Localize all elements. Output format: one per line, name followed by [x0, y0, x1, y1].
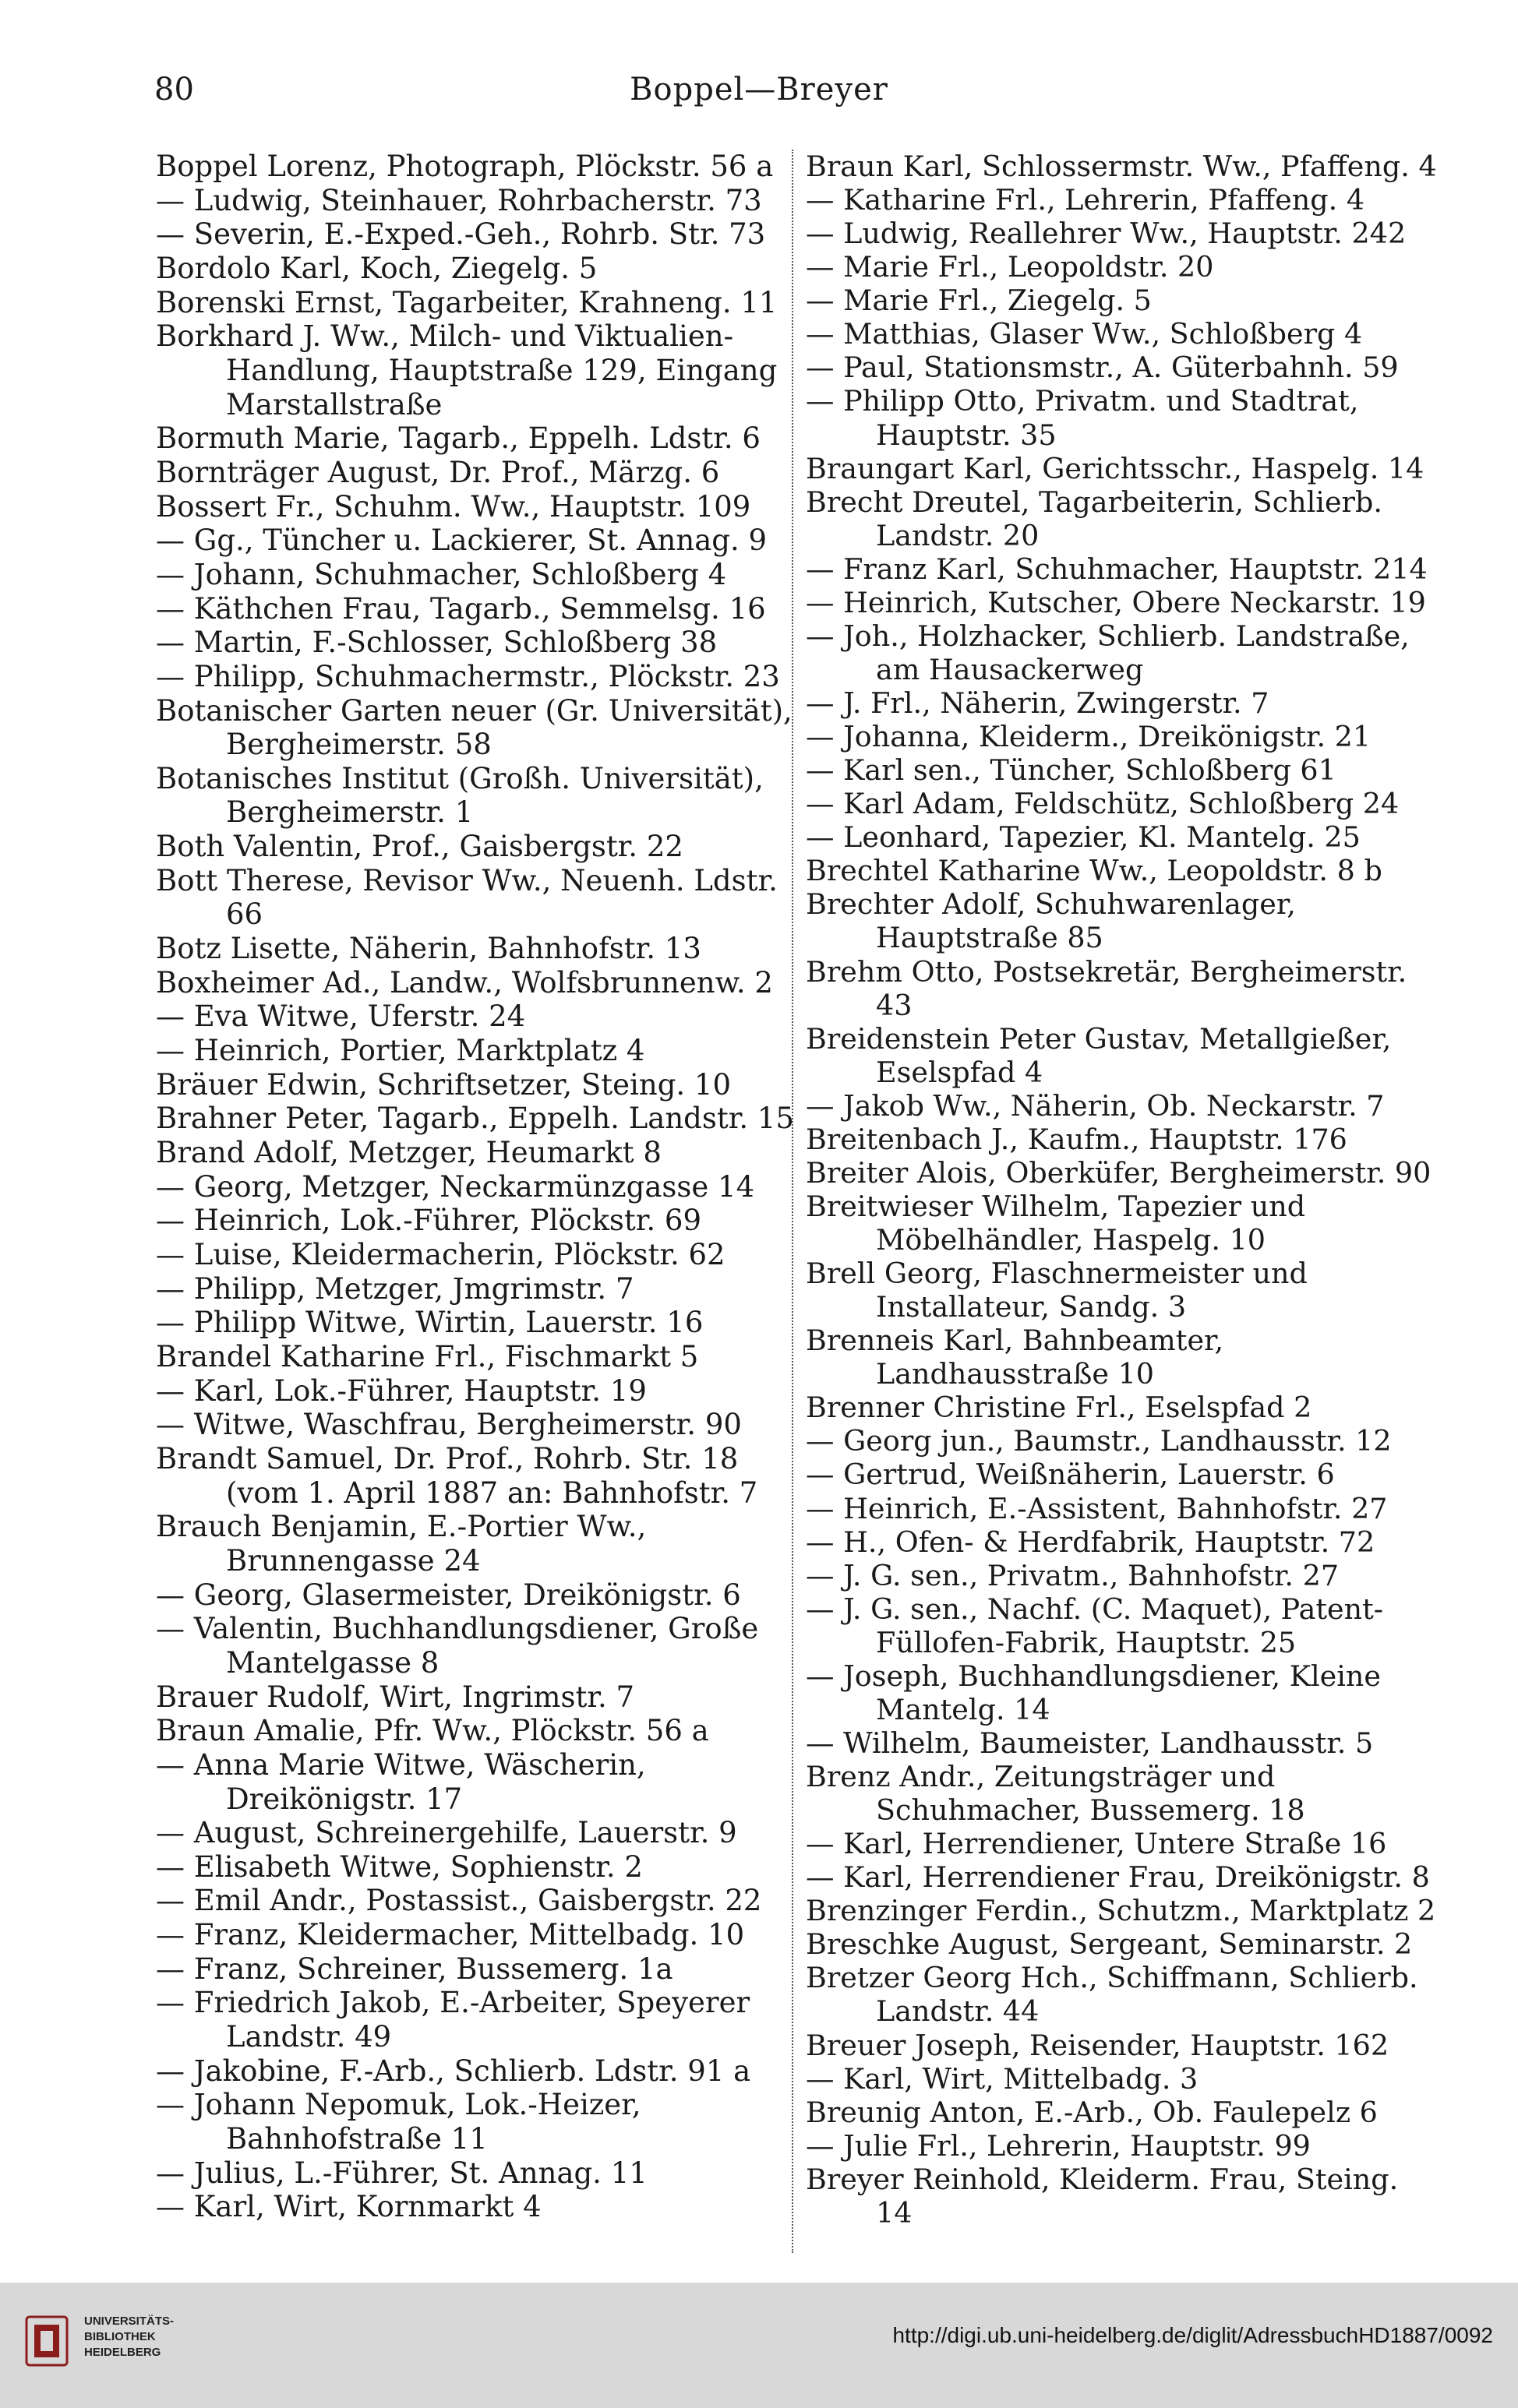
directory-entry: Borkhard J. Ww., Milch- und Viktualien-Handlung, Hauptstraße 129, Eingang Marstallstraße — [156, 319, 778, 421]
logo-line-2: BIBLIOTHEK — [84, 2330, 156, 2343]
directory-entry: Breyer Reinhold, Kleiderm. Frau, Steing. 14 — [806, 2162, 1399, 2230]
directory-entry: — Käthchen Frau, Tagarb., Semmelsg. 16 — [156, 591, 766, 626]
directory-entry: — Karl, Wirt, Mittelbadg. 3 — [806, 2061, 1199, 2096]
page-number: 80 — [154, 72, 194, 108]
directory-entry: — Anna Marie Witwe, Wäscherin, Dreikönigstr. 17 — [156, 1747, 646, 1816]
library-logo-text — [84, 2314, 174, 2360]
directory-entry: — Philipp Otto, Privatm. und Stadtrat, Hauptstr. 35 — [806, 384, 1359, 452]
directory-entry: — Karl Adam, Feldschütz, Schloßberg 24 — [806, 787, 1400, 821]
directory-entry: Botanisches Institut (Großh. Universität), Bergheimerstr. 1 — [156, 761, 764, 830]
directory-entry: Breuer Joseph, Reisender, Hauptstr. 162 — [806, 2028, 1389, 2062]
directory-entry: — Joseph, Buchhandlungsdiener, Kleine Mantelg. 14 — [806, 1659, 1382, 1726]
directory-entry: Brecht Dreutel, Tagarbeiterin, Schlierb. Landstr. 20 — [806, 485, 1382, 552]
directory-entry: — Johann, Schuhmacher, Schloßberg 4 — [156, 557, 727, 591]
directory-entry: — Elisabeth Witwe, Sophienstr. 2 — [156, 1849, 643, 1884]
logo-line-3: HEIDELBERG — [84, 2346, 161, 2359]
directory-entry: — Heinrich, E.-Assistent, Bahnhofstr. 27 — [806, 1491, 1388, 1525]
directory-entry: — Georg, Glasermeister, Dreikönigstr. 6 — [156, 1578, 741, 1612]
directory-entry: — Karl, Herrendiener Frau, Dreikönigstr. 8 — [806, 1860, 1430, 1895]
directory-entry: — Johanna, Kleiderm., Dreikönigstr. 21 — [806, 720, 1371, 754]
directory-entry: — Franz, Schreiner, Bussemerg. 1a — [156, 1951, 673, 1986]
directory-entry: — Marie Frl., Leopoldstr. 20 — [806, 250, 1214, 284]
directory-entry: — Karl, Wirt, Kornmarkt 4 — [156, 2190, 542, 2224]
directory-entry: Bormuth Marie, Tagarb., Eppelh. Ldstr. 6 — [156, 421, 761, 456]
directory-entry: — J. G. sen., Privatm., Bahnhofstr. 27 — [806, 1558, 1340, 1592]
column-divider — [792, 150, 793, 2253]
directory-entry: Brehm Otto, Postsekretär, Bergheimerstr. 43 — [806, 954, 1407, 1022]
directory-entry: — Philipp Witwe, Wirtin, Lauerstr. 16 — [156, 1306, 704, 1340]
directory-entry: — Karl, Lok.-Führer, Hauptstr. 19 — [156, 1373, 647, 1408]
directory-entry: — J. G. sen., Nachf. (C. Maquet), Patent-Füllofen-Fabrik, Hauptstr. 25 — [806, 1592, 1384, 1659]
directory-entry: Braungart Karl, Gerichtsschr., Haspelg. 14 — [806, 451, 1424, 485]
right-column — [806, 150, 1437, 2230]
directory-entry: Boxheimer Ad., Landw., Wolfsbrunnenw. 2 — [156, 965, 773, 1000]
directory-entry: Brand Adolf, Metzger, Heumarkt 8 — [156, 1136, 662, 1170]
directory-entry: Bossert Fr., Schuhm. Ww., Hauptstr. 109 — [156, 489, 751, 524]
directory-entry: — Franz Karl, Schuhmacher, Hauptstr. 214 — [806, 552, 1428, 586]
left-column — [156, 150, 795, 2224]
source-url[interactable]: http://digi.ub.uni-heidelberg.de/diglit/AdressbuchHD1887/0092 — [892, 2323, 1493, 2347]
logo-line-1: UNIVERSITÄTS- — [84, 2315, 175, 2328]
directory-entry: Brauch Benjamin, E.-Portier Ww., Brunnengasse 24 — [156, 1510, 647, 1578]
directory-entry: Bornträger August, Dr. Prof., Märzg. 6 — [156, 455, 720, 489]
directory-entry: — Julie Frl., Lehrerin, Hauptstr. 99 — [806, 2128, 1311, 2163]
directory-entry: — Heinrich, Portier, Marktplatz 4 — [156, 1034, 645, 1068]
directory-entry: — Paul, Stationsmstr., A. Güterbahnh. 59 — [806, 351, 1399, 385]
directory-entry: Brenz Andr., Zeitungsträger und Schuhmacher, Bussemerg. 18 — [806, 1760, 1305, 1828]
directory-entry: — Julius, L.-Führer, St. Annag. 11 — [156, 2156, 648, 2190]
directory-entry: Breunig Anton, E.-Arb., Ob. Faulepelz 6 — [806, 2095, 1378, 2129]
directory-entry: — Jakobine, F.-Arb., Schlierb. Ldstr. 91 a — [156, 2054, 751, 2088]
directory-entry: Breschke August, Sergeant, Seminarstr. 2 — [806, 1927, 1413, 1962]
directory-entry: Botanischer Garten neuer (Gr. Universität), Bergheimerstr. 58 — [156, 693, 793, 762]
directory-entry: — Franz, Kleidermacher, Mittelbadg. 10 — [156, 1918, 745, 1952]
university-seal-icon — [22, 2314, 72, 2368]
directory-entry: Breidenstein Peter Gustav, Metallgießer, Eselspfad 4 — [806, 1021, 1392, 1089]
directory-entry: Brechter Adolf, Schuhwarenlager, Hauptstraße 85 — [806, 887, 1296, 955]
directory-entry: — Karl, Herrendiener, Untere Straße 16 — [806, 1827, 1387, 1861]
directory-entry: Brenneis Karl, Bahnbeamter, Landhausstraße 10 — [806, 1324, 1224, 1391]
directory-entry: Brandel Katharine Frl., Fischmarkt 5 — [156, 1339, 699, 1373]
directory-entry: Brauer Rudolf, Wirt, Ingrimstr. 7 — [156, 1680, 635, 1714]
directory-entry: — H., Ofen- & Herdfabrik, Hauptstr. 72 — [806, 1525, 1375, 1559]
directory-entry: — Philipp, Metzger, Jmgrimstr. 7 — [156, 1271, 634, 1306]
directory-entry: Brenner Christine Frl., Eselspfad 2 — [806, 1391, 1312, 1425]
directory-entry: — J. Frl., Näherin, Zwingerstr. 7 — [806, 686, 1269, 720]
directory-entry: — Luise, Kleidermacherin, Plöckstr. 62 — [156, 1238, 725, 1271]
directory-entry: — Witwe, Waschfrau, Bergheimerstr. 90 — [156, 1408, 742, 1442]
directory-entry: Boppel Lorenz, Photograph, Plöckstr. 56 a — [156, 150, 774, 183]
directory-entry: Breitenbach J., Kaufm., Hauptstr. 176 — [806, 1122, 1347, 1156]
directory-entry: — Emil Andr., Postassist., Gaisbergstr. 22 — [156, 1884, 762, 1918]
directory-entry: Brandt Samuel, Dr. Prof., Rohrb. Str. 18 (vom 1. April 1887 an: Bahnhofstr. 7 — [156, 1441, 758, 1510]
directory-entry: Brenzinger Ferdin., Schutzm., Marktplatz 2 — [806, 1894, 1436, 1928]
directory-entry: Bott Therese, Revisor Ww., Neuenh. Ldstr. 66 — [156, 863, 778, 932]
directory-entry: Braun Karl, Schlossermstr. Ww., Pfaffeng. 4 — [806, 150, 1437, 183]
directory-entry: — Jakob Ww., Näherin, Ob. Neckarstr. 7 — [806, 1088, 1385, 1123]
directory-entry: — Joh., Holzhacker, Schlierb. Landstraße, am Hausackerweg — [806, 619, 1410, 686]
directory-entry: Brechtel Katharine Ww., Leopoldstr. 8 b — [806, 854, 1382, 888]
directory-entry: — August, Schreinergehilfe, Lauerstr. 9 — [156, 1816, 737, 1850]
directory-entry: Borenski Ernst, Tagarbeiter, Krahneng. 11 — [156, 285, 778, 319]
directory-entry: — Marie Frl., Ziegelg. 5 — [806, 284, 1152, 318]
directory-entry: Brell Georg, Flaschnermeister und Installateur, Sandg. 3 — [806, 1257, 1308, 1324]
directory-entry: — Gg., Tüncher u. Lackierer, St. Annag. 9 — [156, 524, 768, 558]
directory-entry: Both Valentin, Prof., Gaisbergstr. 22 — [156, 830, 683, 864]
directory-entry: Bräuer Edwin, Schriftsetzer, Steing. 10 — [156, 1067, 731, 1102]
directory-entry: — Georg, Metzger, Neckarmünzgasse 14 — [156, 1169, 755, 1204]
directory-entry: — Katharine Frl., Lehrerin, Pfaffeng. 4 — [806, 183, 1365, 217]
directory-entry: Brahner Peter, Tagarb., Eppelh. Landstr. 15 — [156, 1102, 794, 1136]
directory-entry: — Wilhelm, Baumeister, Landhausstr. 5 — [806, 1726, 1374, 1760]
directory-entry: Bordolo Karl, Koch, Ziegelg. 5 — [156, 251, 598, 285]
directory-entry: — Karl sen., Tüncher, Schloßberg 61 — [806, 753, 1336, 788]
directory-entry: Breitwieser Wilhelm, Tapezier und Möbelhändler, Haspelg. 10 — [806, 1189, 1306, 1257]
directory-entry: — Matthias, Glaser Ww., Schloßberg 4 — [806, 317, 1363, 351]
footer-bar — [0, 2283, 1518, 2408]
directory-entry: Bretzer Georg Hch., Schiffmann, Schlierb. Landstr. 44 — [806, 1961, 1418, 2029]
directory-entry: — Severin, E.-Exped.-Geh., Rohrb. Str. 73 — [156, 217, 766, 252]
directory-entry: Breiter Alois, Oberküfer, Bergheimerstr. 90 — [806, 1155, 1432, 1190]
directory-entry: — Friedrich Jakob, E.-Arbeiter, Speyerer Landstr. 49 — [156, 1986, 750, 2054]
directory-entry: — Valentin, Buchhandlungsdiener, Große Mantelgasse 8 — [156, 1612, 759, 1680]
directory-entry: — Heinrich, Lok.-Führer, Plöckstr. 69 — [156, 1204, 702, 1238]
directory-entry: — Ludwig, Steinhauer, Rohrbacherstr. 73 — [156, 183, 762, 217]
directory-entry: Braun Amalie, Pfr. Ww., Plöckstr. 56 a — [156, 1714, 709, 1748]
directory-entry: Botz Lisette, Näherin, Bahnhofstr. 13 — [156, 932, 701, 966]
directory-entry: — Heinrich, Kutscher, Obere Neckarstr. 19 — [806, 585, 1426, 619]
directory-entry: — Ludwig, Reallehrer Ww., Hauptstr. 242 — [806, 217, 1407, 251]
directory-entry: — Johann Nepomuk, Lok.-Heizer, Bahnhofstraße 11 — [156, 2088, 641, 2156]
running-head: Boppel—Breyer — [630, 72, 888, 108]
directory-entry: — Martin, F.-Schlosser, Schloßberg 38 — [156, 626, 718, 660]
directory-entry: — Philipp, Schuhmachermstr., Plöckstr. 23 — [156, 659, 780, 693]
directory-entry: — Georg jun., Baumstr., Landhausstr. 12 — [806, 1424, 1392, 1458]
directory-entry: — Gertrud, Weißnäherin, Lauerstr. 6 — [806, 1458, 1335, 1492]
directory-entry: — Leonhard, Tapezier, Kl. Mantelg. 25 — [806, 820, 1361, 855]
directory-entry: — Eva Witwe, Uferstr. 24 — [156, 1000, 526, 1034]
